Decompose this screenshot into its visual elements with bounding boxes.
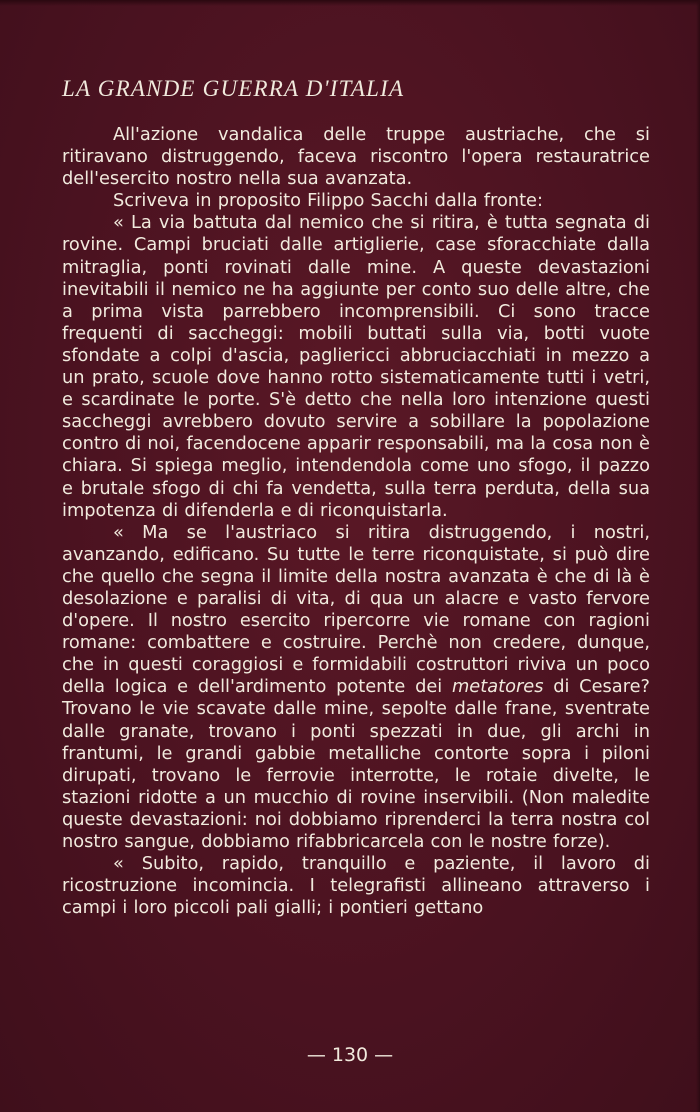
paragraph-1: All'azione vandalica delle truppe austriache, che si ritiravano distruggendo, faceva riscontro l'opera restauratrice dell'esercito nostro nella sua avanzata. <box>62 124 650 190</box>
paragraph-2: Scriveva in proposito Filippo Sacchi dalla fronte: <box>113 190 543 212</box>
paragraph-5: « Subito, rapido, tranquillo e paziente, il lavoro di ricostruzione incomincia. I telegrafisti allineano attraverso i campi i loro piccoli pali gialli; i pontieri gettano <box>62 853 650 919</box>
paragraph-4 <box>62 522 650 853</box>
paragraph-4-italic-term: metatores <box>451 676 544 698</box>
page-top-edge <box>0 0 700 6</box>
page-body <box>62 124 650 919</box>
page-right-edge <box>696 0 700 1112</box>
paragraph-4-part-1: « Ma se l'austriaco si ritira distruggendo, i nostri, avanzando, edificano. Su tutte le terre riconquistate, si può dire che quello che segna il limite della nostra avanzata è che di là è desolazione e paralisi di vita, di qua un alacre e vasto fervore d'opere. Il nostro esercito ripercorre vie romane con ragioni romane: combattere e costruire. Perchè non credere, dunque, che in questi coraggiosi e formidabili costruttori riviva un poco della logica e dell'ardimento potente dei <box>62 521 650 698</box>
running-head: LA GRANDE GUERRA D'ITALIA <box>62 76 405 101</box>
paragraph-3: « La via battuta dal nemico che si ritira, è tutta segnata di rovine. Campi bruciati dalle artiglierie, case sforacchiate dalla mitraglia, ponti rovinati dalle mine. A queste devastazioni inevitabili il nemico ne ha aggiunte per conto suo delle altre, che a prima vista parrebbero incomprensibili. Ci sono tracce frequenti di saccheggi: mobili buttati sulla via, botti vuote sfondate a colpi d'ascia, pagliericci abbruciacchiati in mezzo a un prato, scuole dove hanno rotto sistematicamente tutti i vetri, e scardinate le porte. S'è detto che nella loro intenzione questi saccheggi avrebbero dovuto servire a sobillare la popolazione contro di noi, facendocene apparir responsabili, ma la cosa non è chiara. Si spiega meglio, intendendola come uno sfogo, il pazzo e brutale sfogo di chi fa vendetta, sulla terra perduta, della sua impotenza di difenderla e di riconquistarla. <box>62 212 650 521</box>
paragraph-4-part-2: di Cesare? Trovano le vie scavate dalle mine, sepolte dalle frane, sventrate dalle granate, trovano i ponti spezzati in due, gli archi in frantumi, le grandi gabbie metalliche contorte sopra i piloni dirupati, trovano le ferrovie interrotte, le rotaie divelte, le stazioni ridotte a un mucchio di rovine inservibili. (Non maledite queste devastazioni: noi dobbiamo riprenderci la terra nostra col nostro sangue, dobbiamo rifabbricarcela con le nostre forze). <box>62 676 650 852</box>
page-number: — 130 — <box>306 1044 394 1066</box>
